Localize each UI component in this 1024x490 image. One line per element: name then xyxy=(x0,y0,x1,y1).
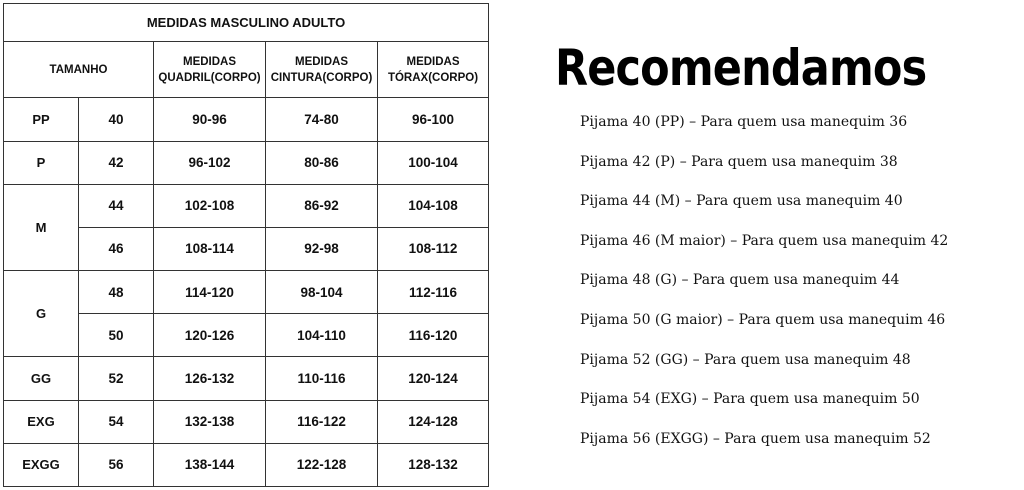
table-row xyxy=(4,98,489,141)
chest-value: 128-132 xyxy=(378,443,489,486)
recommendations-list xyxy=(580,112,1015,468)
waist-value: 80-86 xyxy=(266,141,378,184)
recommendations-panel xyxy=(555,38,1015,468)
hip-value: 108-114 xyxy=(154,227,266,270)
hip-value: 120-126 xyxy=(154,314,266,357)
hip-value: 102-108 xyxy=(154,184,266,227)
list-item: Pijama 50 (G maior) – Para quem usa manequim 46 xyxy=(580,311,946,328)
size-number: 44 xyxy=(79,184,154,227)
header-chest-line2: TÓRAX(CORPO) xyxy=(387,71,479,84)
recommendations-title: Recomendamos xyxy=(555,39,927,97)
hip-value: 114-120 xyxy=(154,271,266,314)
header-chest-line1: MEDIDAS xyxy=(406,55,460,68)
header-chest xyxy=(378,42,489,98)
header-hip-line2: QUADRIL(CORPO) xyxy=(158,71,261,84)
header-waist-line1: MEDIDAS xyxy=(294,55,349,68)
header-waist-line2: CINTURA(CORPO) xyxy=(270,71,373,84)
list-item: Pijama 42 (P) – Para quem usa manequim 38 xyxy=(580,153,898,170)
chest-value: 104-108 xyxy=(378,184,489,227)
size-number: 52 xyxy=(79,357,154,400)
hip-value: 132-138 xyxy=(154,400,266,443)
header-hip-line1: MEDIDAS xyxy=(182,55,237,68)
table-row xyxy=(4,271,489,314)
size-label: EXGG xyxy=(4,443,79,486)
size-number: 54 xyxy=(79,400,154,443)
header-waist xyxy=(266,42,378,98)
size-number: 46 xyxy=(79,227,154,270)
size-number: 48 xyxy=(79,271,154,314)
list-item: Pijama 48 (G) – Para quem usa manequim 44 xyxy=(580,272,900,289)
table-row xyxy=(4,141,489,184)
chest-value: 100-104 xyxy=(378,141,489,184)
header-size: TAMANHO xyxy=(4,42,154,98)
size-label: M xyxy=(4,184,79,270)
chest-value: 108-112 xyxy=(378,227,489,270)
waist-value: 122-128 xyxy=(266,443,378,486)
waist-value: 74-80 xyxy=(266,98,378,141)
size-number: 56 xyxy=(79,443,154,486)
list-item: Pijama 40 (PP) – Para quem usa manequim 36 xyxy=(580,114,908,130)
waist-value: 92-98 xyxy=(266,227,378,270)
table-row xyxy=(4,184,489,227)
size-label: P xyxy=(4,141,79,184)
size-number: 40 xyxy=(79,98,154,141)
table-row xyxy=(4,443,489,486)
chest-value: 124-128 xyxy=(378,400,489,443)
chest-value: 112-116 xyxy=(378,271,489,314)
size-label: EXG xyxy=(4,400,79,443)
table-row xyxy=(4,400,489,443)
chest-value: 96-100 xyxy=(378,98,489,141)
size-number: 50 xyxy=(79,314,154,357)
size-chart-table xyxy=(3,3,489,487)
waist-value: 98-104 xyxy=(266,271,378,314)
hip-value: 96-102 xyxy=(154,141,266,184)
list-item: Pijama 52 (GG) – Para quem usa manequim 48 xyxy=(580,351,911,368)
list-item: Pijama 54 (EXG) – Para quem usa manequim 50 xyxy=(580,391,920,408)
table-title: MEDIDAS MASCULINO ADULTO xyxy=(4,4,489,42)
hip-value: 126-132 xyxy=(154,357,266,400)
chest-value: 120-124 xyxy=(378,357,489,400)
hip-value: 90-96 xyxy=(154,98,266,141)
waist-value: 110-116 xyxy=(266,357,378,400)
waist-value: 116-122 xyxy=(266,400,378,443)
size-label: G xyxy=(4,271,79,357)
header-hip xyxy=(154,42,266,98)
waist-value: 104-110 xyxy=(266,314,378,357)
size-label: GG xyxy=(4,357,79,400)
hip-value: 138-144 xyxy=(154,443,266,486)
chest-value: 116-120 xyxy=(378,314,489,357)
list-item: Pijama 46 (M maior) – Para quem usa manequim 42 xyxy=(580,232,949,249)
waist-value: 86-92 xyxy=(266,184,378,227)
list-item: Pijama 56 (EXGG) – Para quem usa manequim 52 xyxy=(580,430,931,447)
list-item: Pijama 44 (M) – Para quem usa manequim 40 xyxy=(580,193,903,210)
size-number: 42 xyxy=(79,141,154,184)
size-label: PP xyxy=(4,98,79,141)
table-row xyxy=(4,357,489,400)
